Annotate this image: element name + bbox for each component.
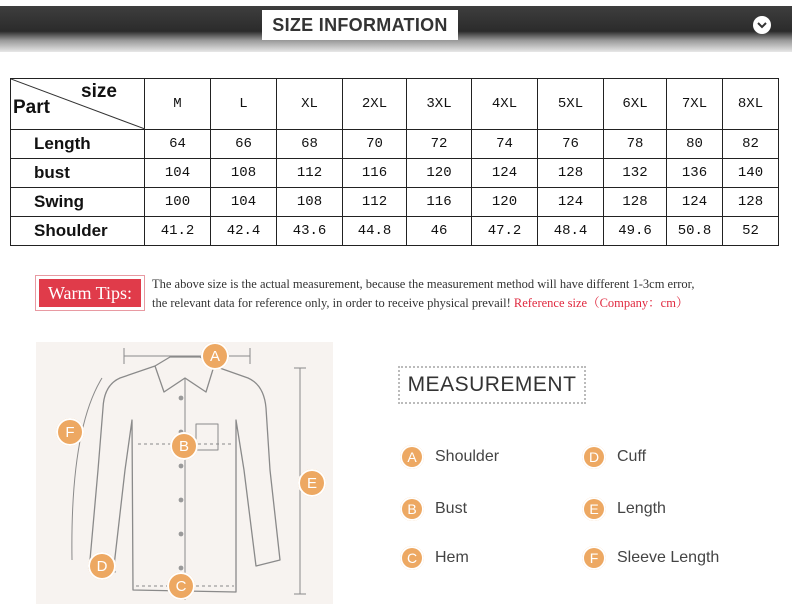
legend-letter: D [582,445,606,469]
table-cell: 72 [407,130,472,159]
size-header: 8XL [723,79,779,130]
table-cell: 124 [538,188,604,217]
size-header: 6XL [604,79,667,130]
table-cell: 80 [667,130,723,159]
legend-item [582,497,666,521]
legend-label: Shoulder [435,448,500,465]
size-header: 2XL [343,79,407,130]
legend-label: Hem [435,549,469,566]
table-cell: 74 [472,130,538,159]
table-cell: 128 [538,159,604,188]
legend-item [582,546,719,570]
table-cell: 100 [145,188,211,217]
legend-letter: E [582,497,606,521]
legend-letter: A [400,445,424,469]
legend-item [400,546,469,570]
table-cell: 41.2 [145,217,211,246]
legend-letter: B [400,497,424,521]
table-cell: 46 [407,217,472,246]
tips-line-2-text: the relevant data for reference only, in order to receive physical prevail! [152,296,511,310]
table-cell: 112 [277,159,343,188]
size-header: L [211,79,277,130]
table-cell: 44.8 [343,217,407,246]
table-cell: 104 [145,159,211,188]
corner-part-label: Part [13,97,50,118]
table-cell: 112 [343,188,407,217]
size-header: M [145,79,211,130]
table-cell: 108 [211,159,277,188]
legend-label: Sleeve Length [617,549,720,566]
marker-f: F [56,418,84,446]
marker-b: B [170,432,198,460]
row-label: Shoulder [11,217,145,246]
marker-c: C [167,572,195,600]
table-cell: 52 [723,217,779,246]
legend-label: Length [617,500,666,517]
table-cell: 124 [472,159,538,188]
banner-title: SIZE INFORMATION [262,10,458,40]
size-header: 3XL [407,79,472,130]
table-cell: 136 [667,159,723,188]
marker-a: A [201,342,229,370]
table-cell: 128 [604,188,667,217]
corner-size-label: size [81,81,117,102]
size-header: XL [277,79,343,130]
size-header: 5XL [538,79,604,130]
size-header: 7XL [667,79,723,130]
tips-line-1: The above size is the actual measurement, because the measurement method will have different 1-3cm error, [152,277,695,291]
table-cell: 48.4 [538,217,604,246]
table-cell: 66 [211,130,277,159]
row-label: bust [11,159,145,188]
legend-item [400,497,467,521]
legend-label: Bust [435,500,468,517]
table-cell: 50.8 [667,217,723,246]
legend-letter: F [582,546,606,570]
marker-e: E [298,469,326,497]
table-cell: 120 [472,188,538,217]
row-label: Swing [11,188,145,217]
table-cell: 64 [145,130,211,159]
table-cell: 116 [343,159,407,188]
table-cell: 70 [343,130,407,159]
table-cell: 43.6 [277,217,343,246]
table-cell: 76 [538,130,604,159]
row-label: Length [11,130,145,159]
legend-item [582,445,646,469]
table-cell: 132 [604,159,667,188]
table-cell: 47.2 [472,217,538,246]
table-cell: 42.4 [211,217,277,246]
table-cell: 120 [407,159,472,188]
table-cell: 78 [604,130,667,159]
table-cell: 116 [407,188,472,217]
table-cell: 128 [723,188,779,217]
table-cell: 140 [723,159,779,188]
table-cell: 124 [667,188,723,217]
table-cell: 82 [723,130,779,159]
reference-size-note: Reference size（Company：cm） [513,296,689,310]
table-cell: 108 [277,188,343,217]
legend-item [400,445,499,469]
table-cell: 49.6 [604,217,667,246]
marker-d: D [88,552,116,580]
size-header: 4XL [472,79,538,130]
legend-letter: C [400,546,424,570]
warm-tips-badge: Warm Tips: [39,279,141,307]
table-cell: 68 [277,130,343,159]
table-cell: 104 [211,188,277,217]
legend-label: Cuff [617,448,647,465]
measurement-title: MEASUREMENT [398,366,586,404]
